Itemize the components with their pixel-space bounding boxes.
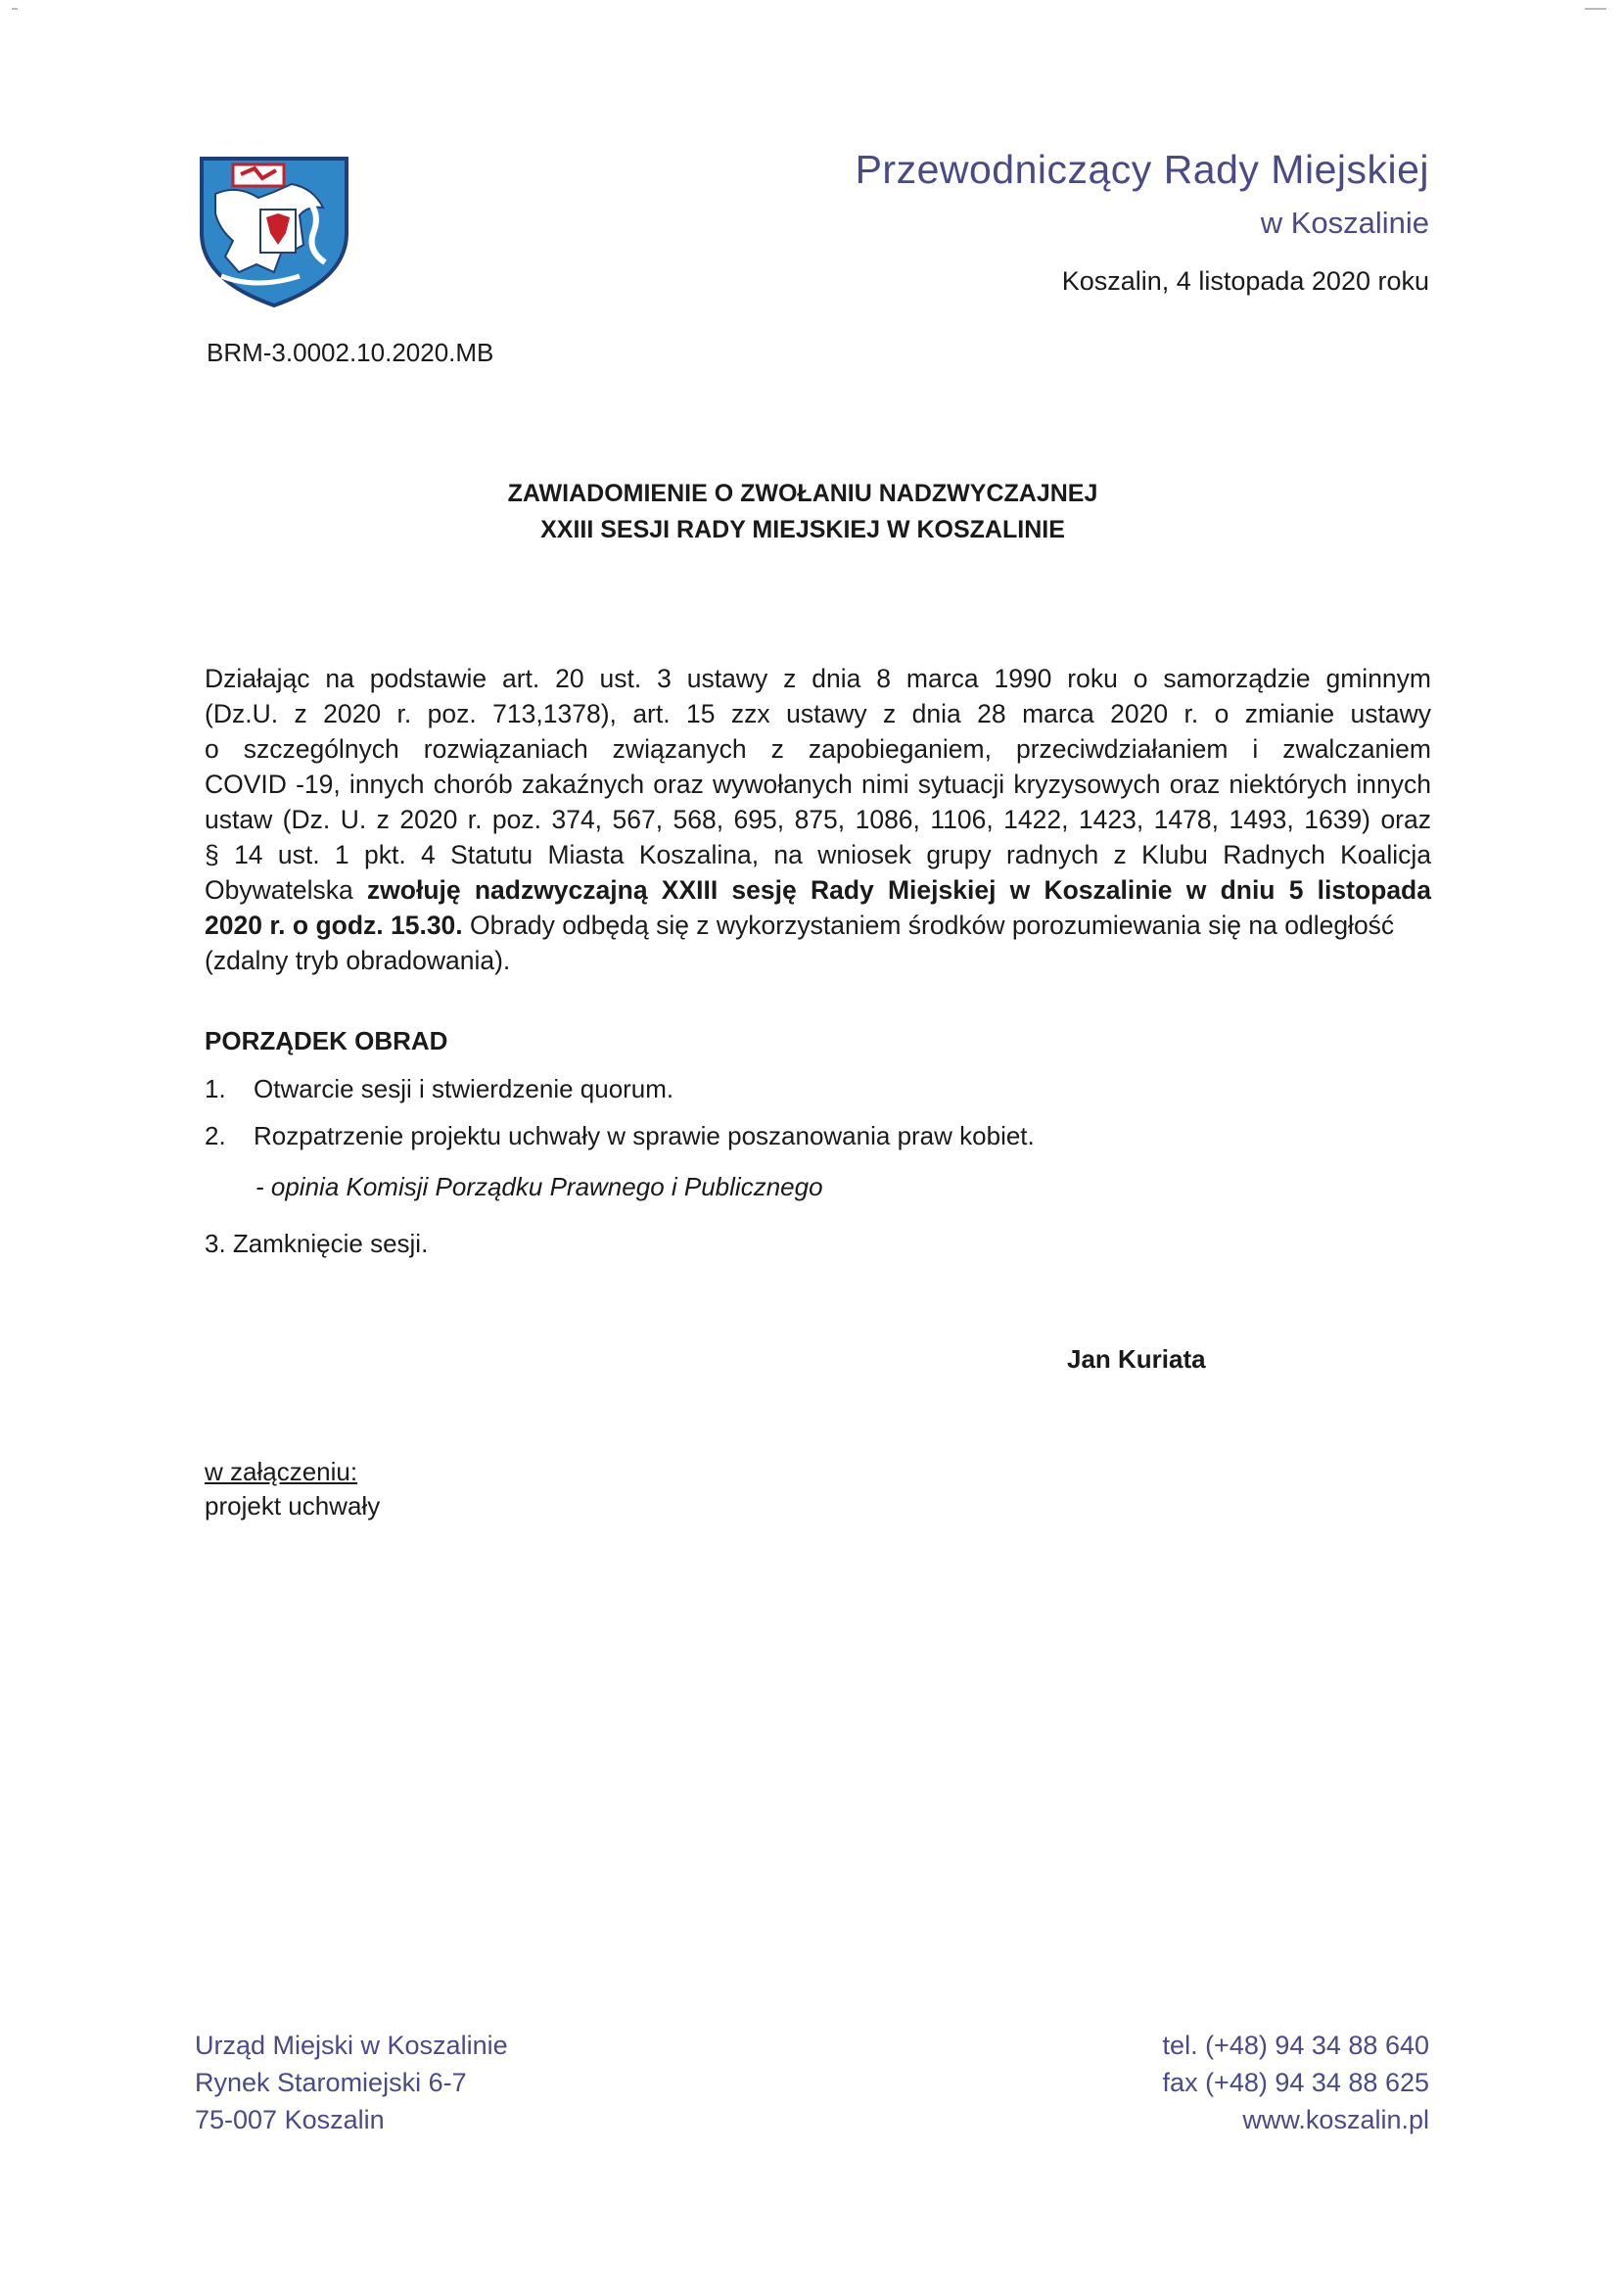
agenda-item	[205, 1121, 1035, 1151]
attachment-label: w załączeniu:	[205, 1457, 358, 1486]
footer-address	[195, 2027, 508, 2138]
body-line: ustaw (Dz. U. z 2020 r. poz. 374, 567, 568, 695, 875, 1086, 1106, 1422, 1423, 1478, 1493, 1639) oraz	[205, 805, 1431, 834]
signatory-name: Jan Kuriata	[1067, 1344, 1206, 1374]
document-date: Koszalin, 4 listopada 2020 roku	[1061, 266, 1429, 296]
notice-title-line-1: ZAWIADOMIENIE O ZWOŁANIU NADZWYCZAJNEJ	[507, 480, 1098, 507]
agenda-item-note: - opinia Komisji Porządku Prawnego i Publicznego	[255, 1172, 823, 1201]
footer-fax: fax (+48) 94 34 88 625	[1162, 2068, 1429, 2097]
notice-title-line-2: XXIII SESJI RADY MIEJSKIEJ W KOSZALINIE	[540, 516, 1065, 543]
body-line: o szczególnych rozwiązaniach związanych z zapobieganiem, przeciwdziałaniem i zwalczaniem	[205, 734, 1431, 764]
attachment-item: projekt uchwały	[205, 1491, 381, 1521]
agenda-item	[205, 1074, 673, 1104]
office-title: Przewodniczący Rady Miejskiej	[855, 147, 1429, 192]
office-city: w Koszalinie	[1260, 206, 1429, 240]
agenda-item: 3. Zamknięcie sesji.	[205, 1229, 429, 1258]
footer-postal-city: 75-007 Koszalin	[195, 2105, 385, 2134]
body-paragraph	[205, 661, 1431, 978]
agenda-heading: PORZĄDEK OBRAD	[205, 1026, 448, 1055]
body-line	[205, 908, 1431, 943]
reference-number: BRM-3.0002.10.2020.MB	[207, 338, 494, 367]
body-line: § 14 ust. 1 pkt. 4 Statutu Miasta Koszalina, na wniosek grupy radnych z Klubu Radnych Koalicja	[205, 840, 1431, 869]
body-line: COVID -19, innych chorób zakaźnych oraz wywołanych nimi sytuacji kryzysowych oraz niektórych innych	[205, 770, 1431, 799]
footer-contact	[1163, 2027, 1429, 2138]
agenda-item-text: Rozpatrzenie projektu uchwały w sprawie poszanowania praw kobiet.	[254, 1121, 1035, 1150]
session-datetime: 2020 r. o godz. 15.30.	[205, 911, 463, 940]
body-line	[205, 872, 1431, 908]
body-line: (Dz.U. z 2020 r. poz. 713,1378), art. 15 zzx ustawy z dnia 28 marca 2020 r. o zmianie ustawy	[205, 699, 1431, 728]
body-line: (zdalny tryb obradowania).	[205, 946, 511, 975]
body-text: Obrady odbędą się z wykorzystaniem środków porozumiewania się na odległość	[462, 911, 1395, 940]
body-text: Obywatelska	[205, 875, 367, 905]
footer-phone: tel. (+48) 94 34 88 640	[1162, 2031, 1429, 2060]
agenda-item-number: 2.	[205, 1121, 226, 1150]
koszalin-coat-of-arms-icon	[198, 155, 350, 309]
agenda-item-text: Otwarcie sesji i stwierdzenie quorum.	[254, 1074, 674, 1103]
scan-mark-top-right	[1585, 8, 1606, 10]
convocation-text: zwołuję nadzwyczajną XXIII sesję Rady Miejskiej w Koszalinie w dniu 5 listopada	[366, 875, 1431, 905]
footer-street: Rynek Staromiejski 6-7	[195, 2068, 467, 2097]
body-line: Działając na podstawie art. 20 ust. 3 ustawy z dnia 8 marca 1990 roku o samorządzie gminnym	[205, 664, 1431, 693]
footer-website: www.koszalin.pl	[1242, 2105, 1429, 2134]
agenda-item-number: 1.	[205, 1074, 226, 1103]
scan-mark-top-left	[12, 8, 18, 10]
footer-office-name: Urząd Miejski w Koszalinie	[195, 2031, 508, 2060]
